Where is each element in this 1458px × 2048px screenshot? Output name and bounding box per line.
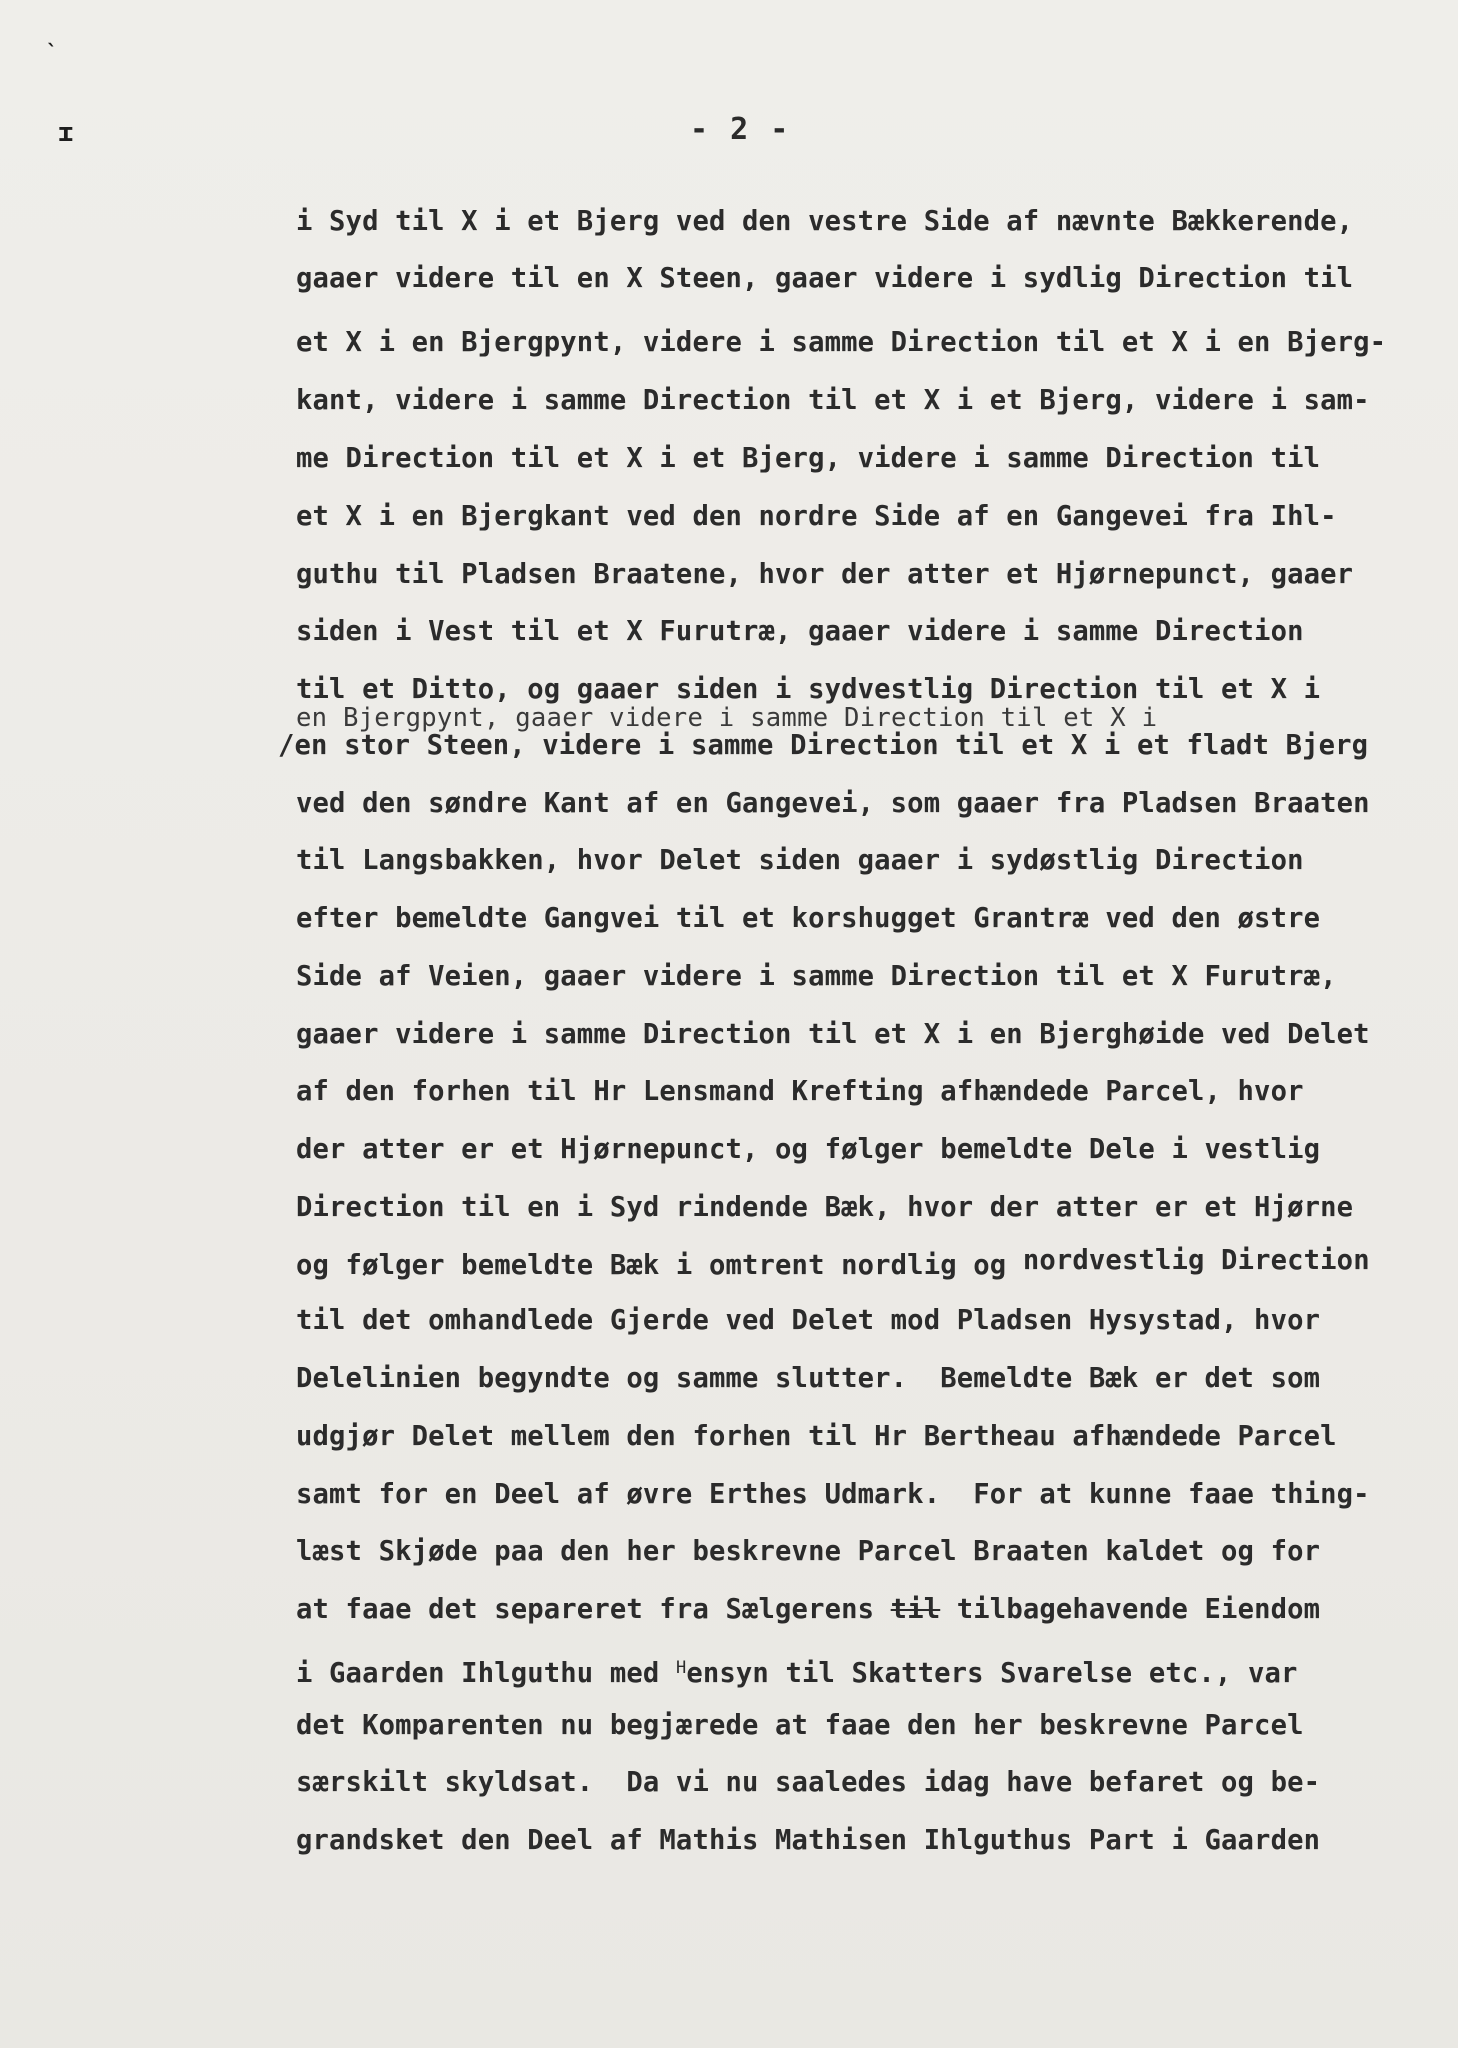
struck-word: til <box>890 1594 941 1625</box>
text-line: til Langsbakken, hvor Delet siden gaaer i sydøstlig Direction <box>296 845 1304 876</box>
text-line: /en stor Steen, videre i samme Direction til et X i et fladt Bjerg <box>278 730 1369 761</box>
text-line: i Syd til X i et Bjerg ved den vestre Side af nævnte Bækkerende, <box>296 206 1354 237</box>
text-line: gaaer videre til en X Steen, gaaer videre i sydlig Direction til <box>296 263 1354 294</box>
text-segment: at faae det separeret fra Sælgerens <box>296 1594 875 1625</box>
margin-mark: ɪ <box>58 118 74 148</box>
text-segment: tilbagehavende Eiendom <box>956 1594 1321 1625</box>
text-line: Delelinien begyndte og samme slutter. Bemeldte Bæk er det som <box>296 1363 1321 1394</box>
text-line: til et Ditto, og gaaer siden i sydvestlig Direction til et X i <box>296 674 1321 705</box>
text-segment: i Gaarden Ihlguthu med <box>296 1658 660 1689</box>
text-line: et X i en Bjergpynt, videre i samme Direction til et X i en Bjerg- <box>296 327 1387 358</box>
page-number: - 2 - <box>690 112 791 147</box>
text-line <box>296 1650 1436 1692</box>
text-line: grandsket den Deel af Mathis Mathisen Ihlguthus Part i Gaarden <box>296 1825 1321 1856</box>
text-line: læst Skjøde paa den her beskrevne Parcel Braaten kaldet og for <box>296 1536 1321 1567</box>
text-line: gaaer videre i samme Direction til et X i en Bjerghøide ved Delet <box>296 1019 1370 1050</box>
text-line <box>296 1245 1436 1284</box>
text-line: samt for en Deel af øvre Erthes Udmark. For at kunne faae thing- <box>296 1479 1370 1510</box>
text-line: siden i Vest til et X Furutræ, gaaer videre i samme Direction <box>296 616 1304 647</box>
text-line: et X i en Bjergkant ved den nordre Side af en Gangevei fra Ihl- <box>296 501 1337 532</box>
text-line: efter bemeldte Gangvei til et korshugget Grantræ ved den østre <box>296 903 1321 934</box>
text-line: Side af Veien, gaaer videre i samme Direction til et X Furutræ, <box>296 961 1337 992</box>
text-line: me Direction til et X i et Bjerg, videre i samme Direction til <box>296 443 1321 474</box>
text-line: guthu til Pladsen Braatene, hvor der atter et Hjørnepunct, gaaer <box>296 559 1354 590</box>
raised-text-segment: nordvestlig Direction <box>1022 1245 1370 1276</box>
inserted-text-line: en Bjergpynt, gaaer videre i samme Direction til et X i <box>296 703 1158 733</box>
text-line: til det omhandlede Gjerde ved Delet mod Pladsen Hysystad, hvor <box>296 1305 1321 1336</box>
superscript-correction: H <box>675 1658 687 1678</box>
text-line: udgjør Delet mellem den forhen til Hr Bertheau afhændede Parcel <box>296 1421 1337 1452</box>
text-line: kant, videre i samme Direction til et X i et Bjerg, videre i sam- <box>296 385 1370 416</box>
text-line: ved den søndre Kant af en Gangevei, som gaaer fra Pladsen Braaten <box>296 788 1370 819</box>
text-segment: ensyn til Skatters Svarelse etc., var <box>686 1658 1298 1689</box>
text-line: der atter er et Hjørnepunct, og følger bemeldte Dele i vestlig <box>296 1134 1321 1165</box>
text-segment: og følger bemeldte Bæk i omtrent nordlig og <box>296 1250 1007 1281</box>
margin-mark: ` <box>46 40 59 64</box>
text-line: Direction til en i Syd rindende Bæk, hvor der atter er et Hjørne <box>296 1192 1354 1223</box>
text-line: særskilt skyldsat. Da vi nu saaledes idag have befaret og be- <box>296 1767 1321 1798</box>
text-line <box>296 1592 1436 1628</box>
text-line: det Komparenten nu begjærede at faae den her beskrevne Parcel <box>296 1710 1304 1741</box>
text-line: af den forhen til Hr Lensmand Krefting afhændede Parcel, hvor <box>296 1076 1304 1107</box>
